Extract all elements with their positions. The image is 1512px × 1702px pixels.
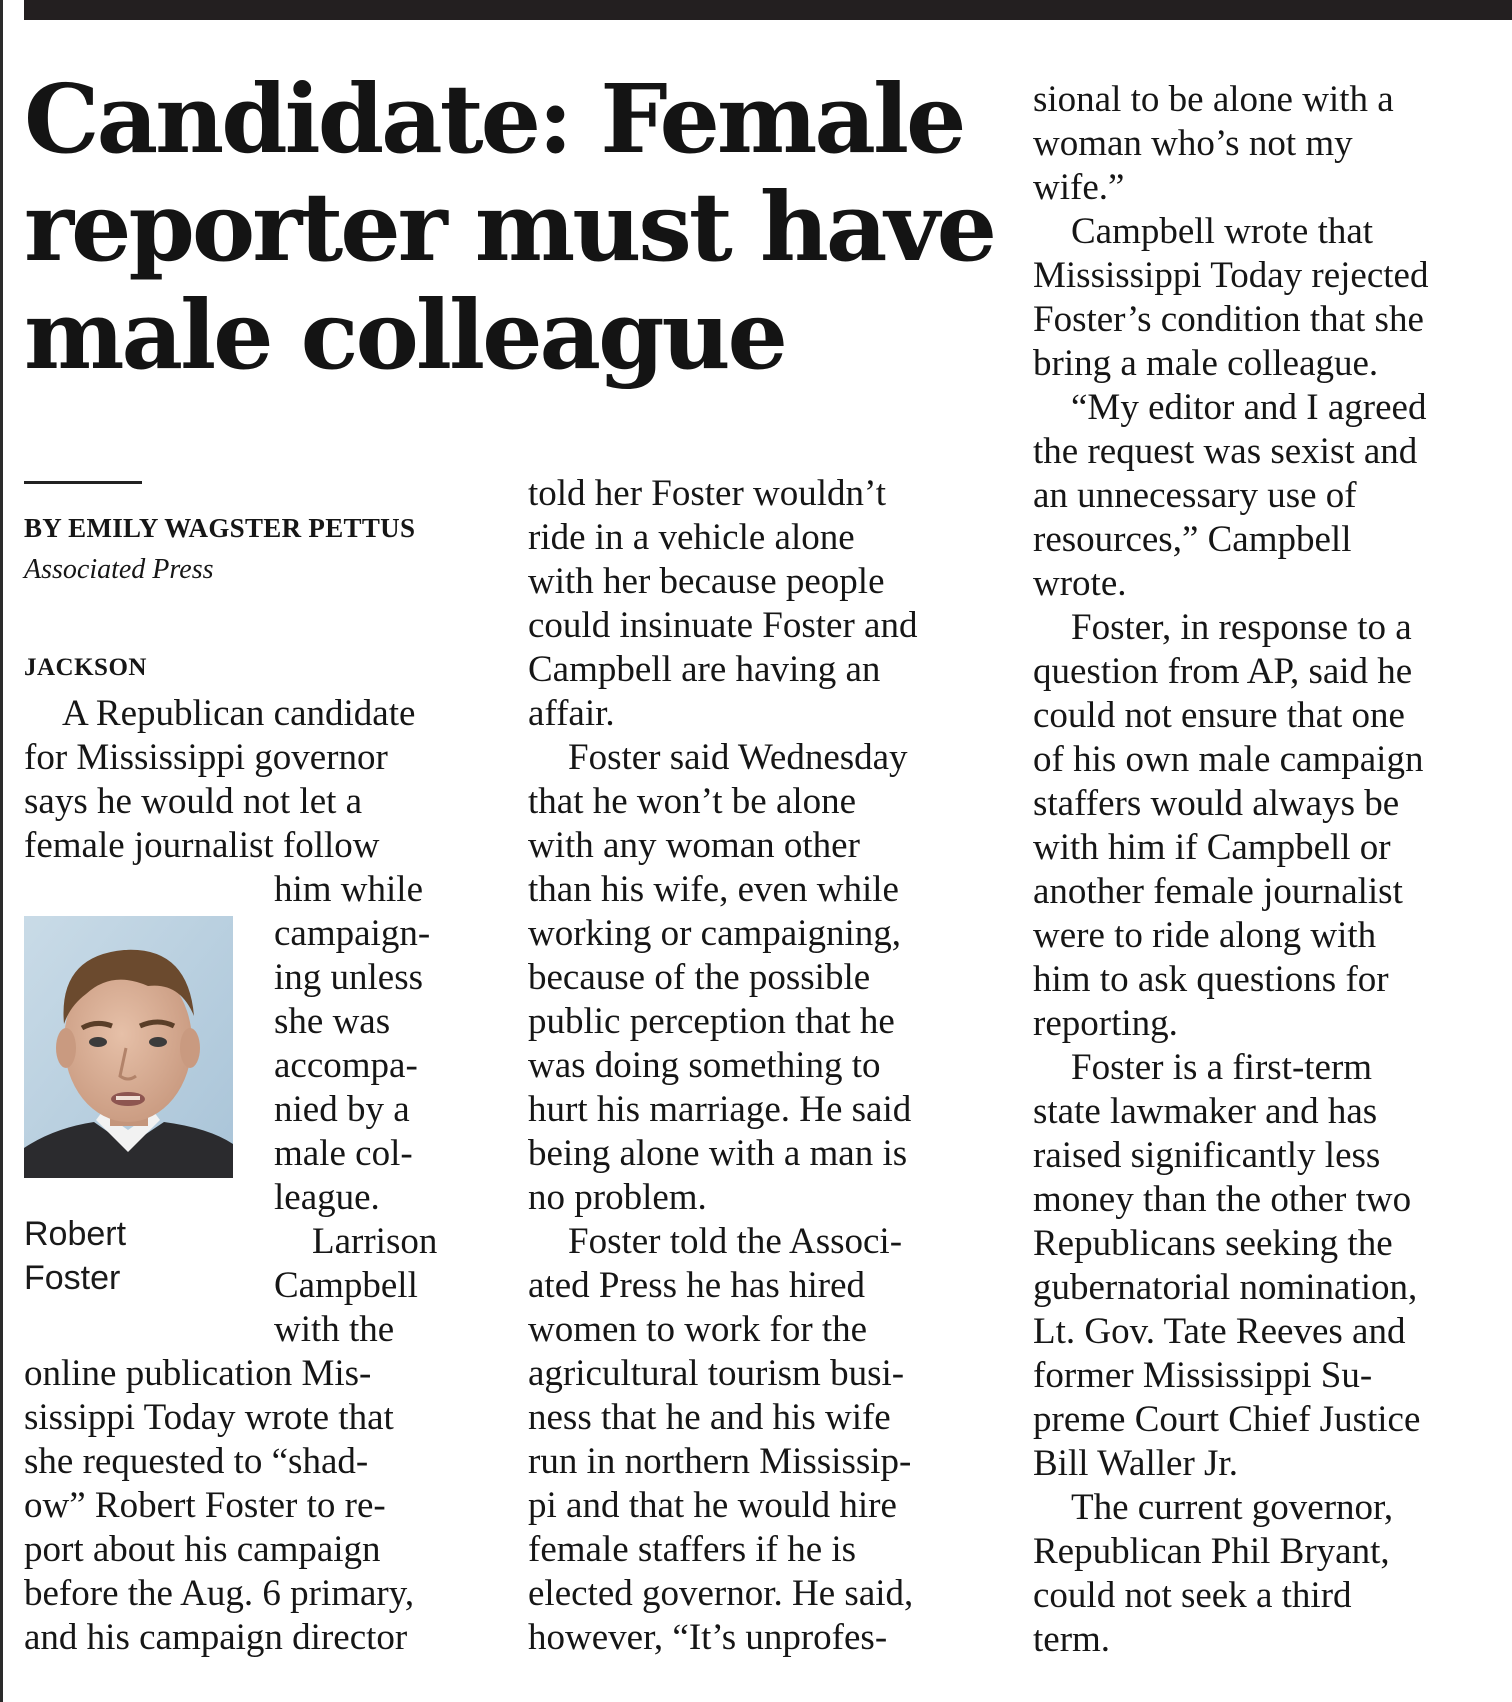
article-text-line: with any woman other bbox=[528, 825, 860, 866]
article-text-line: wrote. bbox=[1033, 563, 1127, 604]
headline-line: Candidate: Female bbox=[24, 64, 964, 175]
article-text-line: staffers would always be bbox=[1033, 783, 1400, 824]
article-text-line: Republican Phil Bryant, bbox=[1033, 1531, 1390, 1572]
article-text-line: another female journalist bbox=[1033, 871, 1403, 912]
article-text-line: male col- bbox=[274, 1133, 413, 1174]
article-text-line: with her because people bbox=[528, 561, 885, 602]
article-text-line: says he would not let a bbox=[24, 781, 363, 822]
article-text-line: him to ask questions for bbox=[1033, 959, 1389, 1000]
article-text-line: bring a male colleague. bbox=[1033, 343, 1379, 384]
top-rule bbox=[24, 0, 1512, 20]
article-text-line: she was bbox=[274, 1001, 391, 1042]
article-text-line: for Mississippi governor bbox=[24, 737, 388, 778]
article-text-line: campaign- bbox=[274, 913, 431, 954]
article-text-line: resources,” Campbell bbox=[1033, 519, 1352, 560]
article-text-line: than his wife, even while bbox=[528, 869, 899, 910]
candidate-headshot-photo bbox=[24, 916, 233, 1178]
photo-caption bbox=[24, 1212, 224, 1300]
article-text-line: run in northern Mississip- bbox=[528, 1441, 912, 1482]
article-text-line: wife.” bbox=[1033, 167, 1125, 208]
article-text-line: ride in a vehicle alone bbox=[528, 517, 855, 558]
article-text-line: however, “It’s unprofes- bbox=[528, 1617, 888, 1658]
article-text-line: accompa- bbox=[274, 1045, 418, 1086]
article-text-line: ow” Robert Foster to re- bbox=[24, 1485, 386, 1526]
article-text-line: money than the other two bbox=[1033, 1179, 1412, 1220]
article-text-line: was doing something to bbox=[528, 1045, 881, 1086]
article-text-line: pi and that he would hire bbox=[528, 1485, 897, 1526]
headline-line: reporter must have bbox=[24, 172, 995, 283]
article-text-line: raised significantly less bbox=[1033, 1135, 1381, 1176]
article-text-line: agricultural tourism busi- bbox=[528, 1353, 905, 1394]
article-text-line: working or campaigning, bbox=[528, 913, 901, 954]
article-text-line: ing unless bbox=[274, 957, 424, 998]
article-text-line: elected governor. He said, bbox=[528, 1573, 914, 1614]
dateline: JACKSON bbox=[24, 654, 147, 681]
article-text-line: ness that he and his wife bbox=[528, 1397, 891, 1438]
article-text-line: Campbell bbox=[274, 1265, 418, 1306]
article-text-line: reporting. bbox=[1033, 1003, 1178, 1044]
article-text-line: before the Aug. 6 primary, bbox=[24, 1573, 415, 1614]
article-text-line: “My editor and I agreed bbox=[1071, 387, 1427, 428]
article-text-line: could insinuate Foster and bbox=[528, 605, 918, 646]
article-text-line: former Mississippi Su- bbox=[1033, 1355, 1373, 1396]
headline bbox=[24, 64, 995, 391]
article-text-line: nied by a bbox=[274, 1089, 410, 1130]
article-text-line: him while bbox=[274, 869, 424, 910]
article-text-line: the request was sexist and bbox=[1033, 431, 1418, 472]
article-text-line: term. bbox=[1033, 1619, 1111, 1660]
article-text-line: Foster told the Associ- bbox=[568, 1221, 903, 1262]
article-text-line: Foster’s condition that she bbox=[1033, 299, 1424, 340]
article-text-line: could not ensure that one bbox=[1033, 695, 1405, 736]
article-text-line: Foster said Wednesday bbox=[568, 737, 908, 778]
article-text-line: Mississippi Today rejected bbox=[1033, 255, 1429, 296]
article-text-line: told her Foster wouldn’t bbox=[528, 473, 886, 514]
article-text-line: league. bbox=[274, 1177, 380, 1218]
article-text-line: sissippi Today wrote that bbox=[24, 1397, 394, 1438]
article-text-line: Republicans seeking the bbox=[1033, 1223, 1393, 1264]
headline-line: male colleague bbox=[24, 280, 786, 391]
article-text-line: hurt his marriage. He said bbox=[528, 1089, 912, 1130]
left-border bbox=[0, 0, 3, 1702]
article-text-line: Foster is a first-term bbox=[1071, 1047, 1373, 1088]
article-text-line: Lt. Gov. Tate Reeves and bbox=[1033, 1311, 1406, 1352]
article-text-line: female journalist follow bbox=[24, 825, 380, 866]
article-text-line: being alone with a man is bbox=[528, 1133, 908, 1174]
article-text-line: preme Court Chief Justice bbox=[1033, 1399, 1421, 1440]
caption-last-name: Foster bbox=[24, 1259, 121, 1297]
article-text-line: with the bbox=[274, 1309, 395, 1350]
article-text-line: gubernatorial nomination, bbox=[1033, 1267, 1418, 1308]
article-text-line: A Republican candidate bbox=[62, 693, 416, 734]
article-text-line: women to work for the bbox=[528, 1309, 868, 1350]
byline-rule bbox=[24, 481, 142, 484]
article-text-line: online publication Mis- bbox=[24, 1353, 372, 1394]
article-text-line: were to ride along with bbox=[1033, 915, 1377, 956]
portrait-illustration bbox=[24, 916, 233, 1178]
article-text-line: Campbell are having an bbox=[528, 649, 881, 690]
article-text-line: Bill Waller Jr. bbox=[1033, 1443, 1238, 1484]
article-text-line: of his own male campaign bbox=[1033, 739, 1424, 780]
article-text-line: Foster, in response to a bbox=[1071, 607, 1412, 648]
byline: BY EMILY WAGSTER PETTUS bbox=[24, 513, 416, 543]
agency-credit: Associated Press bbox=[24, 554, 214, 585]
article-text-line: female staffers if he is bbox=[528, 1529, 857, 1570]
article-text-line: affair. bbox=[528, 693, 615, 734]
article-text-line: sional to be alone with a bbox=[1033, 79, 1394, 120]
caption-first-name: Robert bbox=[24, 1215, 127, 1253]
article-text-line: and his campaign director bbox=[24, 1617, 408, 1658]
article-text-line: question from AP, said he bbox=[1033, 651, 1413, 692]
article-text-line: Larrison bbox=[312, 1221, 438, 1262]
article-text-line: that he won’t be alone bbox=[528, 781, 857, 822]
article-text-line: The current governor, bbox=[1071, 1487, 1394, 1528]
article-text-line: Campbell wrote that bbox=[1071, 211, 1374, 252]
article-text-line: state lawmaker and has bbox=[1033, 1091, 1378, 1132]
article-text-line: could not seek a third bbox=[1033, 1575, 1352, 1616]
article-text-line: public perception that he bbox=[528, 1001, 895, 1042]
article-text-line: woman who’s not my bbox=[1033, 123, 1353, 164]
article-text-line: because of the possible bbox=[528, 957, 871, 998]
article-text-line: ated Press he has hired bbox=[528, 1265, 866, 1306]
article-text-line: port about his campaign bbox=[24, 1529, 381, 1570]
article-text-line: with him if Campbell or bbox=[1033, 827, 1391, 868]
article-text-line: an unnecessary use of bbox=[1033, 475, 1357, 516]
article-text-line: she requested to “shad- bbox=[24, 1441, 369, 1482]
article-text-line: no problem. bbox=[528, 1177, 707, 1218]
